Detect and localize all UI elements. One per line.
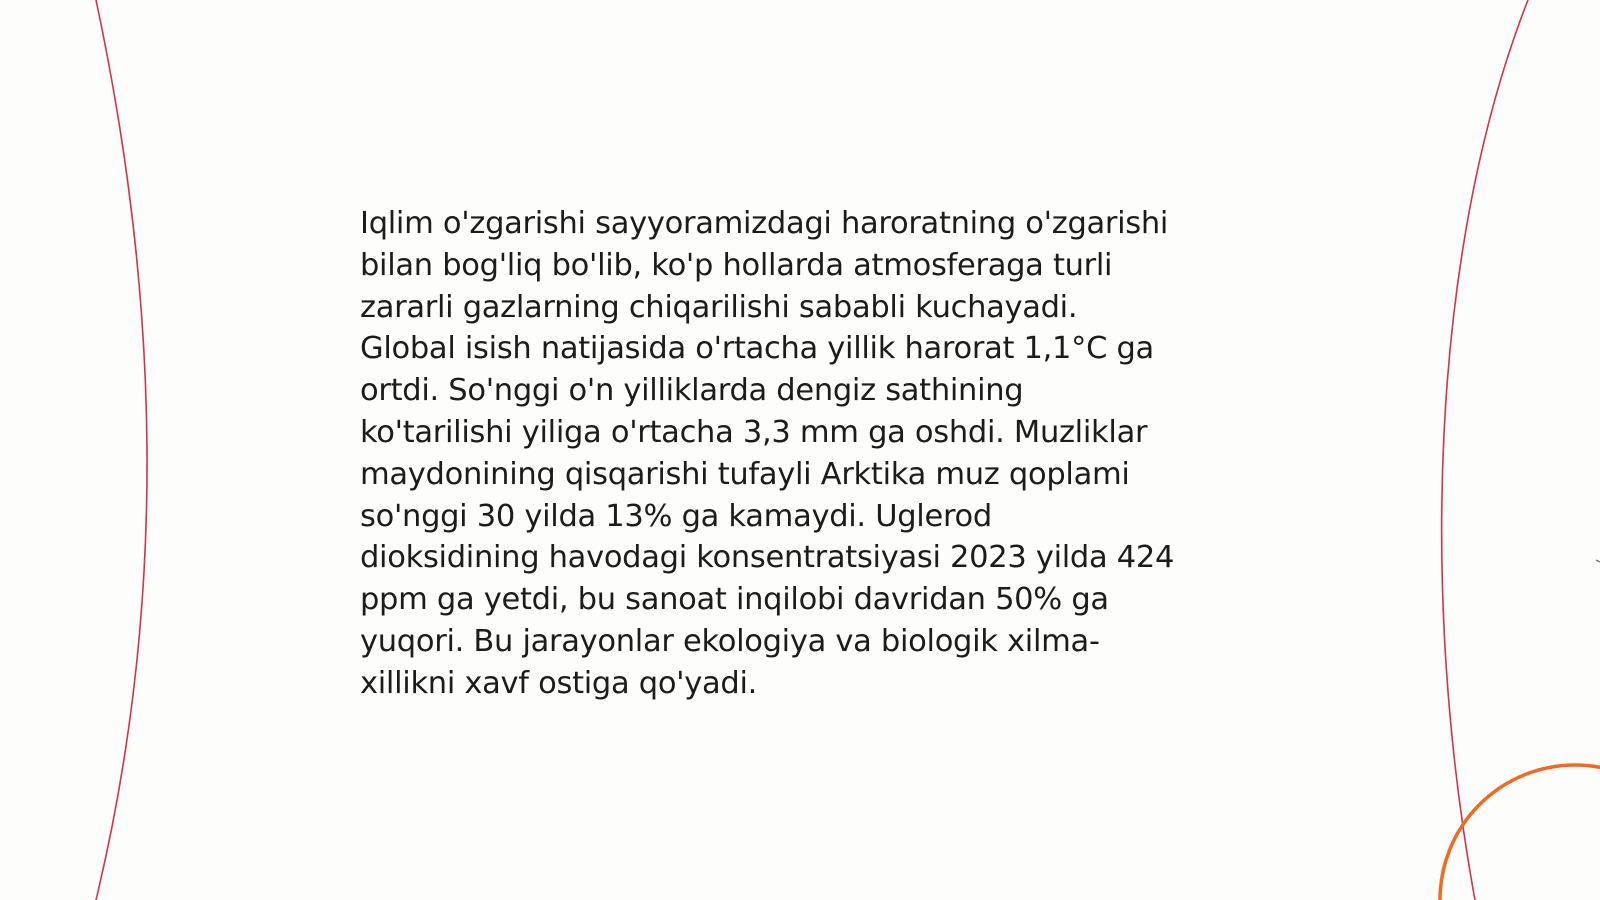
paragraph-line: yuqori. Bu jarayonlar ekologiya va biologik xilma- — [360, 623, 1100, 659]
paragraph-line: Iqlim o'zgarishi sayyoramizdagi haroratning o'zgarishi — [360, 206, 1169, 241]
paragraph-line: maydonining qisqarishi tufayli Arktika muz qoplami — [360, 456, 1130, 492]
right-curve-line — [1442, 0, 1528, 900]
paragraph-line: ppm ga yetdi, bu sanoat inqilobi davridan 50% ga — [360, 582, 1109, 618]
paragraph-line: zararli gazlarning chiqarilishi sababli kuchayadi. — [360, 289, 1078, 325]
paragraph-line: dioksidining havodagi konsentratsiyasi 2023 yilda 424 — [360, 540, 1175, 576]
paragraph-line: bilan bog'liq bo'lib, ko'p hollarda atmosferaga turli — [360, 247, 1113, 283]
left-curve-line — [96, 0, 147, 900]
paragraph-line: xillikni xavf ostiga qo'yadi. — [360, 665, 758, 701]
paragraph-line: ko'tarilishi yiliga o'rtacha 3,3 mm ga oshdi. Muzliklar — [360, 414, 1148, 450]
body-paragraph — [360, 203, 1250, 705]
paragraph-line: so'nggi 30 yilda 13% ga kamaydi. Uglerod — [360, 498, 992, 534]
paragraph-line: ortdi. So'nggi o'n yilliklarda dengiz sathining — [360, 373, 1024, 409]
small-dark-mark — [1596, 560, 1600, 562]
paragraph-line: Global isish natijasida o'rtacha yillik harorat 1,1°C ga — [360, 331, 1154, 367]
